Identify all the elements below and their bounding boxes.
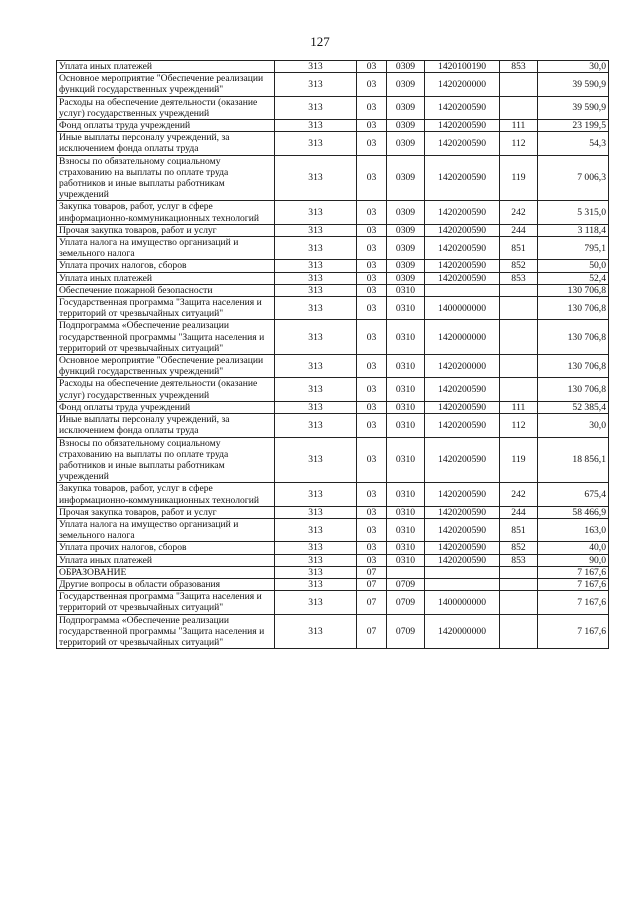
row-subsection-cell: 0310	[387, 414, 425, 437]
row-expense-type-cell: 112	[500, 132, 538, 155]
row-name-cell: Уплата иных платежей	[57, 554, 275, 566]
table-row	[57, 566, 609, 578]
row-target-cell: 1420100190	[425, 61, 500, 73]
table-row	[57, 201, 609, 224]
row-name-cell: Взносы по обязательному социальному страхованию на выплаты по оплате труда работников и иные выплаты работникам учреждений	[57, 155, 275, 201]
row-expense-type-cell: 244	[500, 506, 538, 518]
row-section-cell: 03	[357, 237, 387, 260]
row-section-cell: 03	[357, 132, 387, 155]
row-name-cell: Государственная программа "Защита населения и территорий от чрезвычайных ситуаций"	[57, 591, 275, 614]
table-row	[57, 542, 609, 554]
row-name-cell: Уплата прочих налогов, сборов	[57, 542, 275, 554]
row-sum-cell: 90,0	[538, 554, 609, 566]
row-expense-type-cell	[500, 73, 538, 96]
row-name-cell: Расходы на обеспечение деятельности (оказание услуг) государственных учреждений	[57, 378, 275, 401]
row-subsection-cell: 0309	[387, 132, 425, 155]
row-expense-type-cell	[500, 578, 538, 590]
row-section-cell: 03	[357, 320, 387, 355]
row-section-cell: 03	[357, 378, 387, 401]
row-expense-type-cell	[500, 96, 538, 119]
row-admin-cell: 313	[275, 566, 357, 578]
row-sum-cell: 39 590,9	[538, 73, 609, 96]
row-admin-cell: 313	[275, 355, 357, 378]
row-expense-type-cell	[500, 566, 538, 578]
row-admin-cell: 313	[275, 414, 357, 437]
row-sum-cell: 7 006,3	[538, 155, 609, 201]
table-row	[57, 320, 609, 355]
row-expense-type-cell: 851	[500, 518, 538, 541]
row-target-cell: 1420000000	[425, 614, 500, 649]
row-admin-cell: 313	[275, 155, 357, 201]
row-section-cell: 03	[357, 120, 387, 132]
row-expense-type-cell: 852	[500, 260, 538, 272]
row-name-cell: Иные выплаты персоналу учреждений, за исключением фонда оплаты труда	[57, 132, 275, 155]
row-sum-cell: 39 590,9	[538, 96, 609, 119]
row-section-cell: 03	[357, 518, 387, 541]
row-subsection-cell: 0709	[387, 591, 425, 614]
row-subsection-cell: 0309	[387, 61, 425, 73]
budget-table	[56, 60, 609, 649]
row-expense-type-cell: 852	[500, 542, 538, 554]
table-row	[57, 355, 609, 378]
table-row	[57, 132, 609, 155]
row-sum-cell: 130 706,8	[538, 320, 609, 355]
row-sum-cell: 52,4	[538, 272, 609, 284]
row-section-cell: 03	[357, 155, 387, 201]
row-sum-cell: 54,3	[538, 132, 609, 155]
row-subsection-cell: 0310	[387, 518, 425, 541]
row-sum-cell: 795,1	[538, 237, 609, 260]
row-section-cell: 03	[357, 542, 387, 554]
row-target-cell: 1420000000	[425, 320, 500, 355]
row-section-cell: 03	[357, 414, 387, 437]
row-subsection-cell: 0309	[387, 96, 425, 119]
row-target-cell: 1420200590	[425, 237, 500, 260]
row-sum-cell: 50,0	[538, 260, 609, 272]
row-name-cell: Другие вопросы в области образования	[57, 578, 275, 590]
row-expense-type-cell	[500, 378, 538, 401]
row-sum-cell: 30,0	[538, 61, 609, 73]
row-target-cell: 1420200590	[425, 554, 500, 566]
row-sum-cell: 58 466,9	[538, 506, 609, 518]
row-expense-type-cell: 119	[500, 155, 538, 201]
row-section-cell: 03	[357, 483, 387, 506]
row-subsection-cell: 0309	[387, 73, 425, 96]
table-row	[57, 437, 609, 483]
row-admin-cell: 313	[275, 591, 357, 614]
row-sum-cell: 40,0	[538, 542, 609, 554]
row-subsection-cell: 0309	[387, 224, 425, 236]
table-row	[57, 578, 609, 590]
table-row	[57, 591, 609, 614]
row-section-cell: 07	[357, 614, 387, 649]
row-subsection-cell: 0709	[387, 614, 425, 649]
row-subsection-cell	[387, 566, 425, 578]
row-expense-type-cell: 111	[500, 401, 538, 413]
row-expense-type-cell	[500, 320, 538, 355]
row-name-cell: Закупка товаров, работ, услуг в сфере информационно-коммуникационных технологий	[57, 201, 275, 224]
row-subsection-cell: 0310	[387, 320, 425, 355]
table-row	[57, 518, 609, 541]
row-expense-type-cell: 851	[500, 237, 538, 260]
row-name-cell: Расходы на обеспечение деятельности (оказание услуг) государственных учреждений	[57, 96, 275, 119]
row-target-cell: 1420200590	[425, 120, 500, 132]
row-section-cell: 03	[357, 61, 387, 73]
row-target-cell: 1420200000	[425, 73, 500, 96]
row-admin-cell: 313	[275, 132, 357, 155]
table-row	[57, 506, 609, 518]
row-section-cell: 03	[357, 73, 387, 96]
row-target-cell: 1420200590	[425, 201, 500, 224]
row-admin-cell: 313	[275, 554, 357, 566]
row-expense-type-cell	[500, 591, 538, 614]
row-expense-type-cell: 244	[500, 224, 538, 236]
table-row	[57, 260, 609, 272]
row-name-cell: Фонд оплаты труда учреждений	[57, 120, 275, 132]
row-name-cell: Обеспечение пожарной безопасности	[57, 284, 275, 296]
row-subsection-cell: 0309	[387, 155, 425, 201]
row-subsection-cell: 0310	[387, 542, 425, 554]
table-row	[57, 155, 609, 201]
row-subsection-cell: 0309	[387, 272, 425, 284]
row-admin-cell: 313	[275, 614, 357, 649]
row-admin-cell: 313	[275, 401, 357, 413]
row-section-cell: 03	[357, 401, 387, 413]
row-target-cell	[425, 578, 500, 590]
row-name-cell: Прочая закупка товаров, работ и услуг	[57, 224, 275, 236]
table-body	[57, 61, 609, 649]
row-target-cell: 1420200590	[425, 506, 500, 518]
row-admin-cell: 313	[275, 201, 357, 224]
row-name-cell: Уплата иных платежей	[57, 61, 275, 73]
row-section-cell: 03	[357, 284, 387, 296]
row-section-cell: 07	[357, 591, 387, 614]
row-sum-cell: 675,4	[538, 483, 609, 506]
row-admin-cell: 313	[275, 437, 357, 483]
row-admin-cell: 313	[275, 237, 357, 260]
row-sum-cell: 18 856,1	[538, 437, 609, 483]
row-name-cell: Основное мероприятие "Обеспечение реализации функций государственных учреждений"	[57, 73, 275, 96]
row-expense-type-cell: 112	[500, 414, 538, 437]
row-section-cell: 03	[357, 260, 387, 272]
row-subsection-cell: 0310	[387, 355, 425, 378]
row-expense-type-cell	[500, 614, 538, 649]
row-admin-cell: 313	[275, 120, 357, 132]
table-row	[57, 61, 609, 73]
row-section-cell: 03	[357, 506, 387, 518]
row-sum-cell: 52 385,4	[538, 401, 609, 413]
row-sum-cell: 130 706,8	[538, 284, 609, 296]
row-section-cell: 03	[357, 96, 387, 119]
row-section-cell: 03	[357, 554, 387, 566]
row-admin-cell: 313	[275, 506, 357, 518]
table-row	[57, 284, 609, 296]
row-subsection-cell: 0310	[387, 401, 425, 413]
row-subsection-cell: 0709	[387, 578, 425, 590]
row-admin-cell: 313	[275, 61, 357, 73]
row-admin-cell: 313	[275, 578, 357, 590]
row-expense-type-cell: 853	[500, 61, 538, 73]
row-target-cell: 1420200590	[425, 132, 500, 155]
row-subsection-cell: 0310	[387, 506, 425, 518]
row-sum-cell: 163,0	[538, 518, 609, 541]
row-sum-cell: 7 167,6	[538, 566, 609, 578]
row-name-cell: Фонд оплаты труда учреждений	[57, 401, 275, 413]
row-target-cell: 1400000000	[425, 297, 500, 320]
row-name-cell: Подпрограмма «Обеспечение реализации государственной программы "Защита населения и территорий от чрезвычайных ситуаций"	[57, 320, 275, 355]
row-name-cell: Основное мероприятие "Обеспечение реализации функций государственных учреждений"	[57, 355, 275, 378]
row-expense-type-cell: 119	[500, 437, 538, 483]
row-admin-cell: 313	[275, 284, 357, 296]
row-expense-type-cell: 242	[500, 201, 538, 224]
row-subsection-cell: 0309	[387, 120, 425, 132]
table-row	[57, 414, 609, 437]
row-subsection-cell: 0310	[387, 297, 425, 320]
row-target-cell: 1420200590	[425, 224, 500, 236]
table-row	[57, 73, 609, 96]
table-row	[57, 237, 609, 260]
row-name-cell: Взносы по обязательному социальному страхованию на выплаты по оплате труда работников и иные выплаты работникам учреждений	[57, 437, 275, 483]
row-admin-cell: 313	[275, 297, 357, 320]
table-row	[57, 401, 609, 413]
row-name-cell: Уплата налога на имущество организаций и земельного налога	[57, 518, 275, 541]
row-target-cell: 1420200000	[425, 355, 500, 378]
row-name-cell: Уплата налога на имущество организаций и земельного налога	[57, 237, 275, 260]
row-admin-cell: 313	[275, 260, 357, 272]
row-admin-cell: 313	[275, 320, 357, 355]
row-target-cell: 1420200590	[425, 155, 500, 201]
row-subsection-cell: 0309	[387, 201, 425, 224]
row-subsection-cell: 0310	[387, 284, 425, 296]
row-admin-cell: 313	[275, 378, 357, 401]
row-section-cell: 07	[357, 578, 387, 590]
row-target-cell: 1420200590	[425, 414, 500, 437]
row-admin-cell: 313	[275, 224, 357, 236]
row-target-cell: 1420200590	[425, 542, 500, 554]
row-admin-cell: 313	[275, 518, 357, 541]
row-name-cell: Государственная программа "Защита населения и территорий от чрезвычайных ситуаций"	[57, 297, 275, 320]
table-row	[57, 483, 609, 506]
row-sum-cell: 30,0	[538, 414, 609, 437]
row-subsection-cell: 0310	[387, 483, 425, 506]
row-expense-type-cell: 242	[500, 483, 538, 506]
row-admin-cell: 313	[275, 96, 357, 119]
row-target-cell	[425, 284, 500, 296]
table-row	[57, 378, 609, 401]
row-section-cell: 03	[357, 437, 387, 483]
row-expense-type-cell	[500, 355, 538, 378]
row-sum-cell: 7 167,6	[538, 578, 609, 590]
row-admin-cell: 313	[275, 542, 357, 554]
row-name-cell: Уплата иных платежей	[57, 272, 275, 284]
row-section-cell: 03	[357, 272, 387, 284]
row-section-cell: 03	[357, 297, 387, 320]
row-target-cell: 1420200590	[425, 272, 500, 284]
row-name-cell: Иные выплаты персоналу учреждений, за исключением фонда оплаты труда	[57, 414, 275, 437]
row-sum-cell: 130 706,8	[538, 297, 609, 320]
row-admin-cell: 313	[275, 483, 357, 506]
row-name-cell: Уплата прочих налогов, сборов	[57, 260, 275, 272]
row-sum-cell: 7 167,6	[538, 591, 609, 614]
row-target-cell: 1420200590	[425, 437, 500, 483]
row-target-cell: 1420200590	[425, 401, 500, 413]
row-section-cell: 03	[357, 355, 387, 378]
table-row	[57, 120, 609, 132]
table-row	[57, 614, 609, 649]
row-subsection-cell: 0310	[387, 554, 425, 566]
row-name-cell: ОБРАЗОВАНИЕ	[57, 566, 275, 578]
table-row	[57, 554, 609, 566]
row-subsection-cell: 0309	[387, 237, 425, 260]
row-sum-cell: 23 199,5	[538, 120, 609, 132]
row-sum-cell: 5 315,0	[538, 201, 609, 224]
row-target-cell: 1420200590	[425, 483, 500, 506]
row-expense-type-cell	[500, 284, 538, 296]
row-target-cell: 1400000000	[425, 591, 500, 614]
page-number: 127	[310, 34, 330, 49]
row-subsection-cell: 0310	[387, 378, 425, 401]
row-sum-cell: 130 706,8	[538, 378, 609, 401]
row-admin-cell: 313	[275, 73, 357, 96]
row-sum-cell: 7 167,6	[538, 614, 609, 649]
row-name-cell: Закупка товаров, работ, услуг в сфере информационно-коммуникационных технологий	[57, 483, 275, 506]
row-expense-type-cell: 853	[500, 272, 538, 284]
row-target-cell: 1420200590	[425, 518, 500, 541]
row-expense-type-cell	[500, 297, 538, 320]
table-row	[57, 96, 609, 119]
row-section-cell: 03	[357, 224, 387, 236]
row-target-cell: 1420200590	[425, 260, 500, 272]
row-sum-cell: 130 706,8	[538, 355, 609, 378]
row-name-cell: Прочая закупка товаров, работ и услуг	[57, 506, 275, 518]
table-row	[57, 272, 609, 284]
row-name-cell: Подпрограмма «Обеспечение реализации государственной программы "Защита населения и территорий от чрезвычайных ситуаций"	[57, 614, 275, 649]
row-section-cell: 07	[357, 566, 387, 578]
row-expense-type-cell: 111	[500, 120, 538, 132]
table-row	[57, 224, 609, 236]
row-subsection-cell: 0309	[387, 260, 425, 272]
row-sum-cell: 3 118,4	[538, 224, 609, 236]
row-target-cell: 1420200590	[425, 96, 500, 119]
row-target-cell: 1420200590	[425, 378, 500, 401]
row-admin-cell: 313	[275, 272, 357, 284]
table-row	[57, 297, 609, 320]
row-subsection-cell: 0310	[387, 437, 425, 483]
row-expense-type-cell: 853	[500, 554, 538, 566]
row-section-cell: 03	[357, 201, 387, 224]
row-target-cell	[425, 566, 500, 578]
